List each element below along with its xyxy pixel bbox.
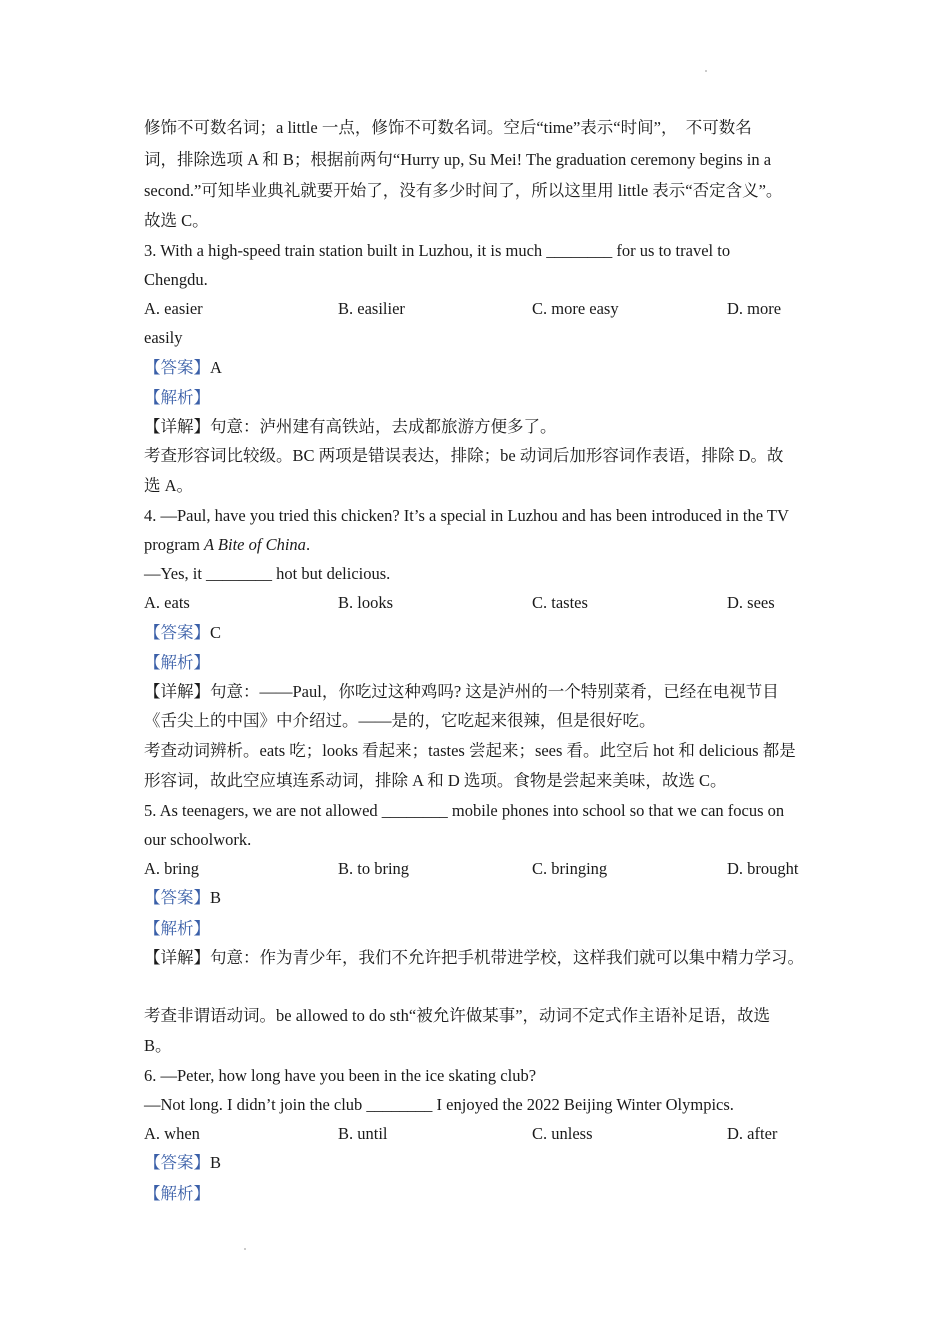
option-c: C. tastes [532, 593, 588, 612]
detail-line [144, 417, 557, 437]
question-stem: 6. —Peter, how long have you been in the ice skating club? [144, 1066, 537, 1085]
explanation-line: B。 [144, 1036, 172, 1055]
explanation-line: 选 A。 [144, 476, 194, 495]
option-wrap: easily [144, 328, 183, 347]
question-stem: —Yes, it ________ hot but delicious. [144, 564, 391, 583]
answer-label: 【答案】 [144, 358, 210, 377]
option-c: C. unless [532, 1124, 593, 1143]
analysis-label: 【解析】 [144, 1184, 210, 1203]
detail-text: 句意：泸州建有高铁站，去成都旅游方便多了。 [210, 417, 557, 436]
answer-line [144, 623, 221, 643]
analysis-label: 【解析】 [144, 388, 210, 407]
explanation-line: 修饰不可数名词；a little 一点，修饰不可数名词。空后“time”表示“时间”， 不可数名 [144, 118, 752, 137]
explanation-line: 考查形容词比较级。BC 两项是错误表达，排除；be 动词后加形容词作表语，排除 D。故 [144, 446, 784, 465]
option-c: C. bringing [532, 859, 608, 878]
stem-text: . [305, 535, 311, 554]
option-b: B. until [338, 1124, 388, 1143]
program-title: A Bite of China [204, 535, 306, 554]
detail-text: 句意：作为青少年，我们不允许把手机带进学校，这样我们就可以集中精力学习。 [210, 948, 804, 967]
answer-line [144, 888, 221, 908]
answer-label: 【答案】 [144, 888, 210, 907]
option-d: D. after [727, 1124, 778, 1143]
question-stem [144, 535, 310, 555]
question-stem: 5. As teenagers, we are not allowed ________ mobile phones into school so that we can focus on [144, 801, 785, 820]
explanation-line: 形容词，故此空应填连系动词，排除 A 和 D 选项。食物是尝起来美味，故选 C。 [144, 771, 727, 790]
detail-line: 《舌尖上的中国》中介绍过。——是的，它吃起来很辣，但是很好吃。 [144, 711, 656, 730]
explanation-line: 考查动词辨析。eats 吃；looks 看起来；tastes 尝起来；sees 看。此空后 hot 和 delicious 都是 [144, 741, 796, 760]
answer-line [144, 358, 222, 378]
option-b: B. to bring [338, 859, 410, 878]
answer-value: A [210, 358, 222, 377]
option-c: C. more easy [532, 299, 619, 318]
option-b: B. looks [338, 593, 394, 612]
option-a: A. eats [144, 593, 190, 612]
option-d: D. more [727, 299, 782, 318]
option-a: A. when [144, 1124, 200, 1143]
detail-label: 【详解】 [144, 417, 210, 436]
question-stem: —Not long. I didn’t join the club ________ I enjoyed the 2022 Beijing Winter Olympics. [144, 1095, 734, 1114]
analysis-label: 【解析】 [144, 653, 210, 672]
explanation-line: 词，排除选项 A 和 B；根据前两句“Hurry up, Su Mei! The graduation ceremony begins in a [144, 150, 772, 169]
footer-dot [244, 1248, 246, 1250]
detail-line [144, 682, 779, 702]
answer-line [144, 1153, 221, 1173]
answer-value: B [210, 1153, 222, 1172]
detail-label: 【详解】 [144, 948, 210, 967]
option-b: B. easilier [338, 299, 405, 318]
header-dot [705, 70, 707, 72]
explanation-line: second.”可知毕业典礼就要开始了，没有多少时间了，所以这里用 little 表示“否定含义”。 [144, 181, 783, 200]
detail-label: 【详解】 [144, 682, 210, 701]
option-a: A. easier [144, 299, 203, 318]
explanation-line: 考查非谓语动词。be allowed to do sth“被允许做某事”，动词不定式作主语补足语，故选 [144, 1006, 771, 1025]
answer-value: C [210, 623, 222, 642]
question-stem: our schoolwork. [144, 830, 252, 849]
detail-text: 句意：——Paul，你吃过这种鸡吗? 这是泸州的一个特别菜肴，已经在电视节目 [210, 682, 779, 701]
analysis-label: 【解析】 [144, 919, 210, 938]
explanation-line: 故选 C。 [144, 211, 209, 230]
detail-line [144, 948, 804, 968]
question-stem: Chengdu. [144, 270, 208, 289]
question-stem: 3. With a high-speed train station built in Luzhou, it is much ________ for us to travel to [144, 241, 731, 260]
answer-value: B [210, 888, 222, 907]
question-stem: 4. —Paul, have you tried this chicken? It’s a special in Luzhou and has been introduced in the TV [144, 506, 789, 525]
stem-text: program [144, 535, 205, 554]
option-a: A. bring [144, 859, 199, 878]
option-d: D. sees [727, 593, 775, 612]
option-d: D. brought [727, 859, 799, 878]
answer-label: 【答案】 [144, 623, 210, 642]
answer-label: 【答案】 [144, 1153, 210, 1172]
